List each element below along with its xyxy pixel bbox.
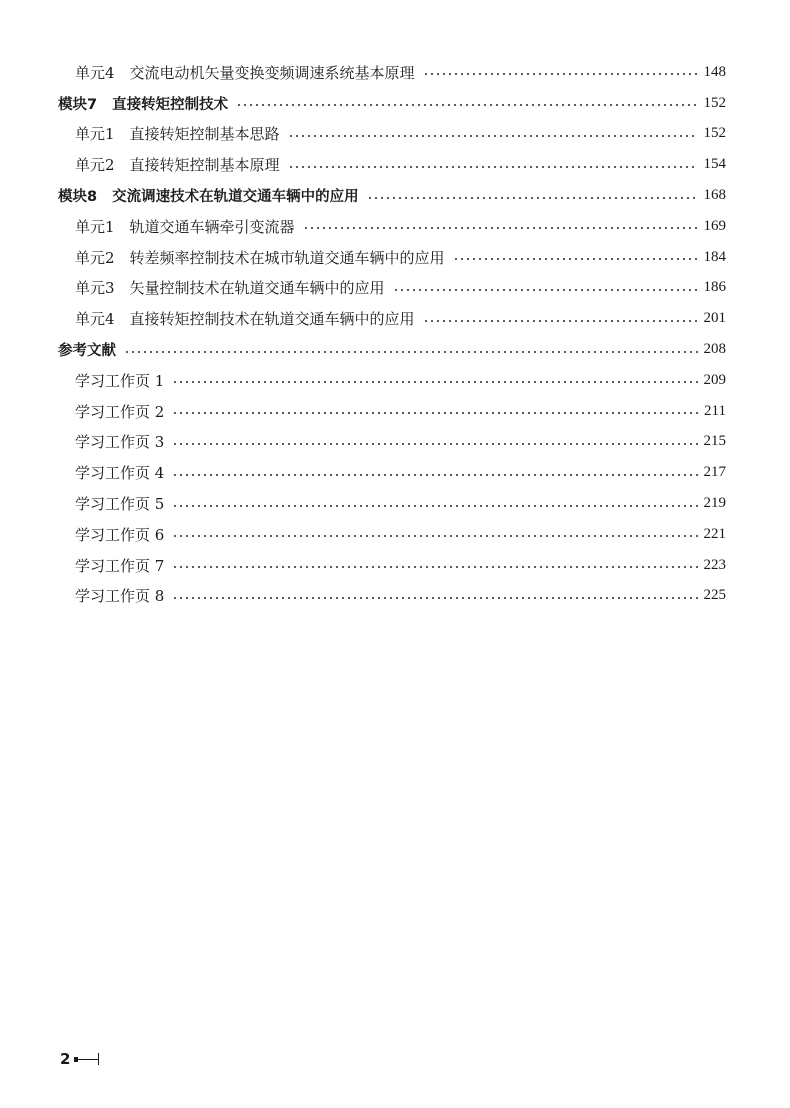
dot-leader	[288, 135, 698, 137]
toc-entry-number: 单元4	[75, 63, 115, 82]
toc-entry-title: 直接转矩控制基本思路	[129, 125, 280, 144]
dot-leader	[172, 566, 697, 568]
dot-leader	[172, 443, 697, 445]
toc-entry-page-number: 152	[703, 94, 726, 111]
dot-leader	[236, 104, 697, 106]
toc-entry-unit[interactable]	[0, 149, 790, 180]
toc-entry-page-number: 186	[703, 279, 726, 296]
toc-entry-title: 直接转矩控制基本原理	[129, 156, 280, 175]
dot-leader	[172, 412, 698, 414]
toc-entry-page-entry[interactable]	[0, 457, 790, 488]
toc-entry-number: 模块7	[58, 96, 98, 113]
toc-entry-page-number: 219	[703, 495, 726, 512]
toc-entry-page-number: 209	[703, 371, 726, 388]
toc-entry-page-entry[interactable]	[0, 365, 790, 396]
toc-entry-title: 交流电动机矢量变换变频调速系统基本原理	[129, 63, 415, 82]
toc-entry-page-number: 223	[703, 556, 726, 573]
toc-entry-number: 单元4	[75, 310, 115, 329]
toc-entry-title: 轨道交通车辆牵引变流器	[129, 217, 295, 236]
dot-leader	[303, 227, 698, 229]
toc-entry-page-number: 225	[703, 587, 726, 604]
toc-entry-number: 单元1	[75, 217, 115, 236]
toc-entry-title: 学习工作页 3	[75, 433, 165, 452]
dot-leader	[367, 197, 698, 199]
dot-leader	[172, 474, 697, 476]
toc-entry-page-number: 148	[703, 63, 726, 80]
toc-entry-page-entry[interactable]	[0, 396, 790, 427]
toc-entry-unit[interactable]	[0, 211, 790, 242]
toc-entry-page-number: 208	[703, 341, 726, 358]
toc-entry-title: 学习工作页 8	[75, 587, 165, 606]
table-of-contents	[0, 57, 790, 611]
dot-leader	[172, 505, 697, 507]
toc-entry-number: 单元2	[75, 248, 115, 267]
dot-leader	[423, 320, 698, 322]
toc-entry-page-number: 169	[703, 217, 726, 234]
toc-entry-unit[interactable]	[0, 57, 790, 88]
toc-entry-page-number: 154	[703, 156, 726, 173]
toc-entry-page-number: 211	[704, 402, 726, 419]
folio-rule	[78, 1059, 98, 1060]
toc-entry-title: 转差频率控制技术在城市轨道交通车辆中的应用	[129, 248, 445, 267]
dot-leader	[453, 258, 698, 260]
toc-entry-page-number: 168	[703, 187, 726, 204]
toc-entry-title: 学习工作页 5	[75, 495, 165, 514]
dot-leader	[172, 597, 697, 599]
toc-entry-number: 单元1	[75, 125, 115, 144]
toc-entry-unit[interactable]	[0, 273, 790, 304]
toc-entry-title: 学习工作页 4	[75, 464, 165, 483]
toc-entry-unit[interactable]	[0, 242, 790, 273]
toc-entry-title: 直接转矩控制技术	[112, 96, 229, 113]
toc-entry-ref[interactable]	[0, 334, 790, 365]
page-folio	[60, 1050, 99, 1068]
toc-entry-page-number: 201	[703, 310, 726, 327]
toc-entry-title: 矢量控制技术在轨道交通车辆中的应用	[129, 279, 385, 298]
toc-entry-page-entry[interactable]	[0, 488, 790, 519]
dot-leader	[393, 289, 698, 291]
toc-entry-title: 学习工作页 7	[75, 556, 165, 575]
dot-leader	[423, 73, 698, 75]
toc-entry-title: 交流调速技术在轨道交通车辆中的应用	[112, 189, 359, 206]
page-number: 2	[60, 1050, 71, 1068]
toc-entry-title: 学习工作页 1	[75, 371, 165, 390]
toc-entry-unit[interactable]	[0, 119, 790, 150]
toc-entry-title: 参考文献	[58, 343, 116, 360]
toc-entry-number: 单元3	[75, 279, 115, 298]
toc-entry-number: 模块8	[58, 189, 98, 206]
toc-entry-page-number: 221	[703, 525, 726, 542]
toc-entry-title: 学习工作页 2	[75, 402, 165, 421]
toc-entry-unit[interactable]	[0, 303, 790, 334]
dot-leader	[172, 535, 697, 537]
dot-leader	[124, 351, 698, 353]
toc-entry-page-number: 184	[703, 248, 726, 265]
toc-entry-title: 学习工作页 6	[75, 525, 165, 544]
toc-entry-title: 直接转矩控制技术在轨道交通车辆中的应用	[129, 310, 415, 329]
dot-leader	[172, 381, 697, 383]
toc-entry-page-entry[interactable]	[0, 427, 790, 458]
toc-entry-page-entry[interactable]	[0, 550, 790, 581]
toc-entry-number: 单元2	[75, 156, 115, 175]
folio-tick	[98, 1053, 99, 1065]
toc-entry-page-number: 215	[703, 433, 726, 450]
toc-entry-page-number: 217	[703, 464, 726, 481]
toc-entry-module[interactable]	[0, 180, 790, 211]
dot-leader	[288, 166, 698, 168]
toc-entry-page-entry[interactable]	[0, 581, 790, 612]
toc-entry-page-number: 152	[703, 125, 726, 142]
toc-entry-module[interactable]	[0, 88, 790, 119]
toc-entry-page-entry[interactable]	[0, 519, 790, 550]
